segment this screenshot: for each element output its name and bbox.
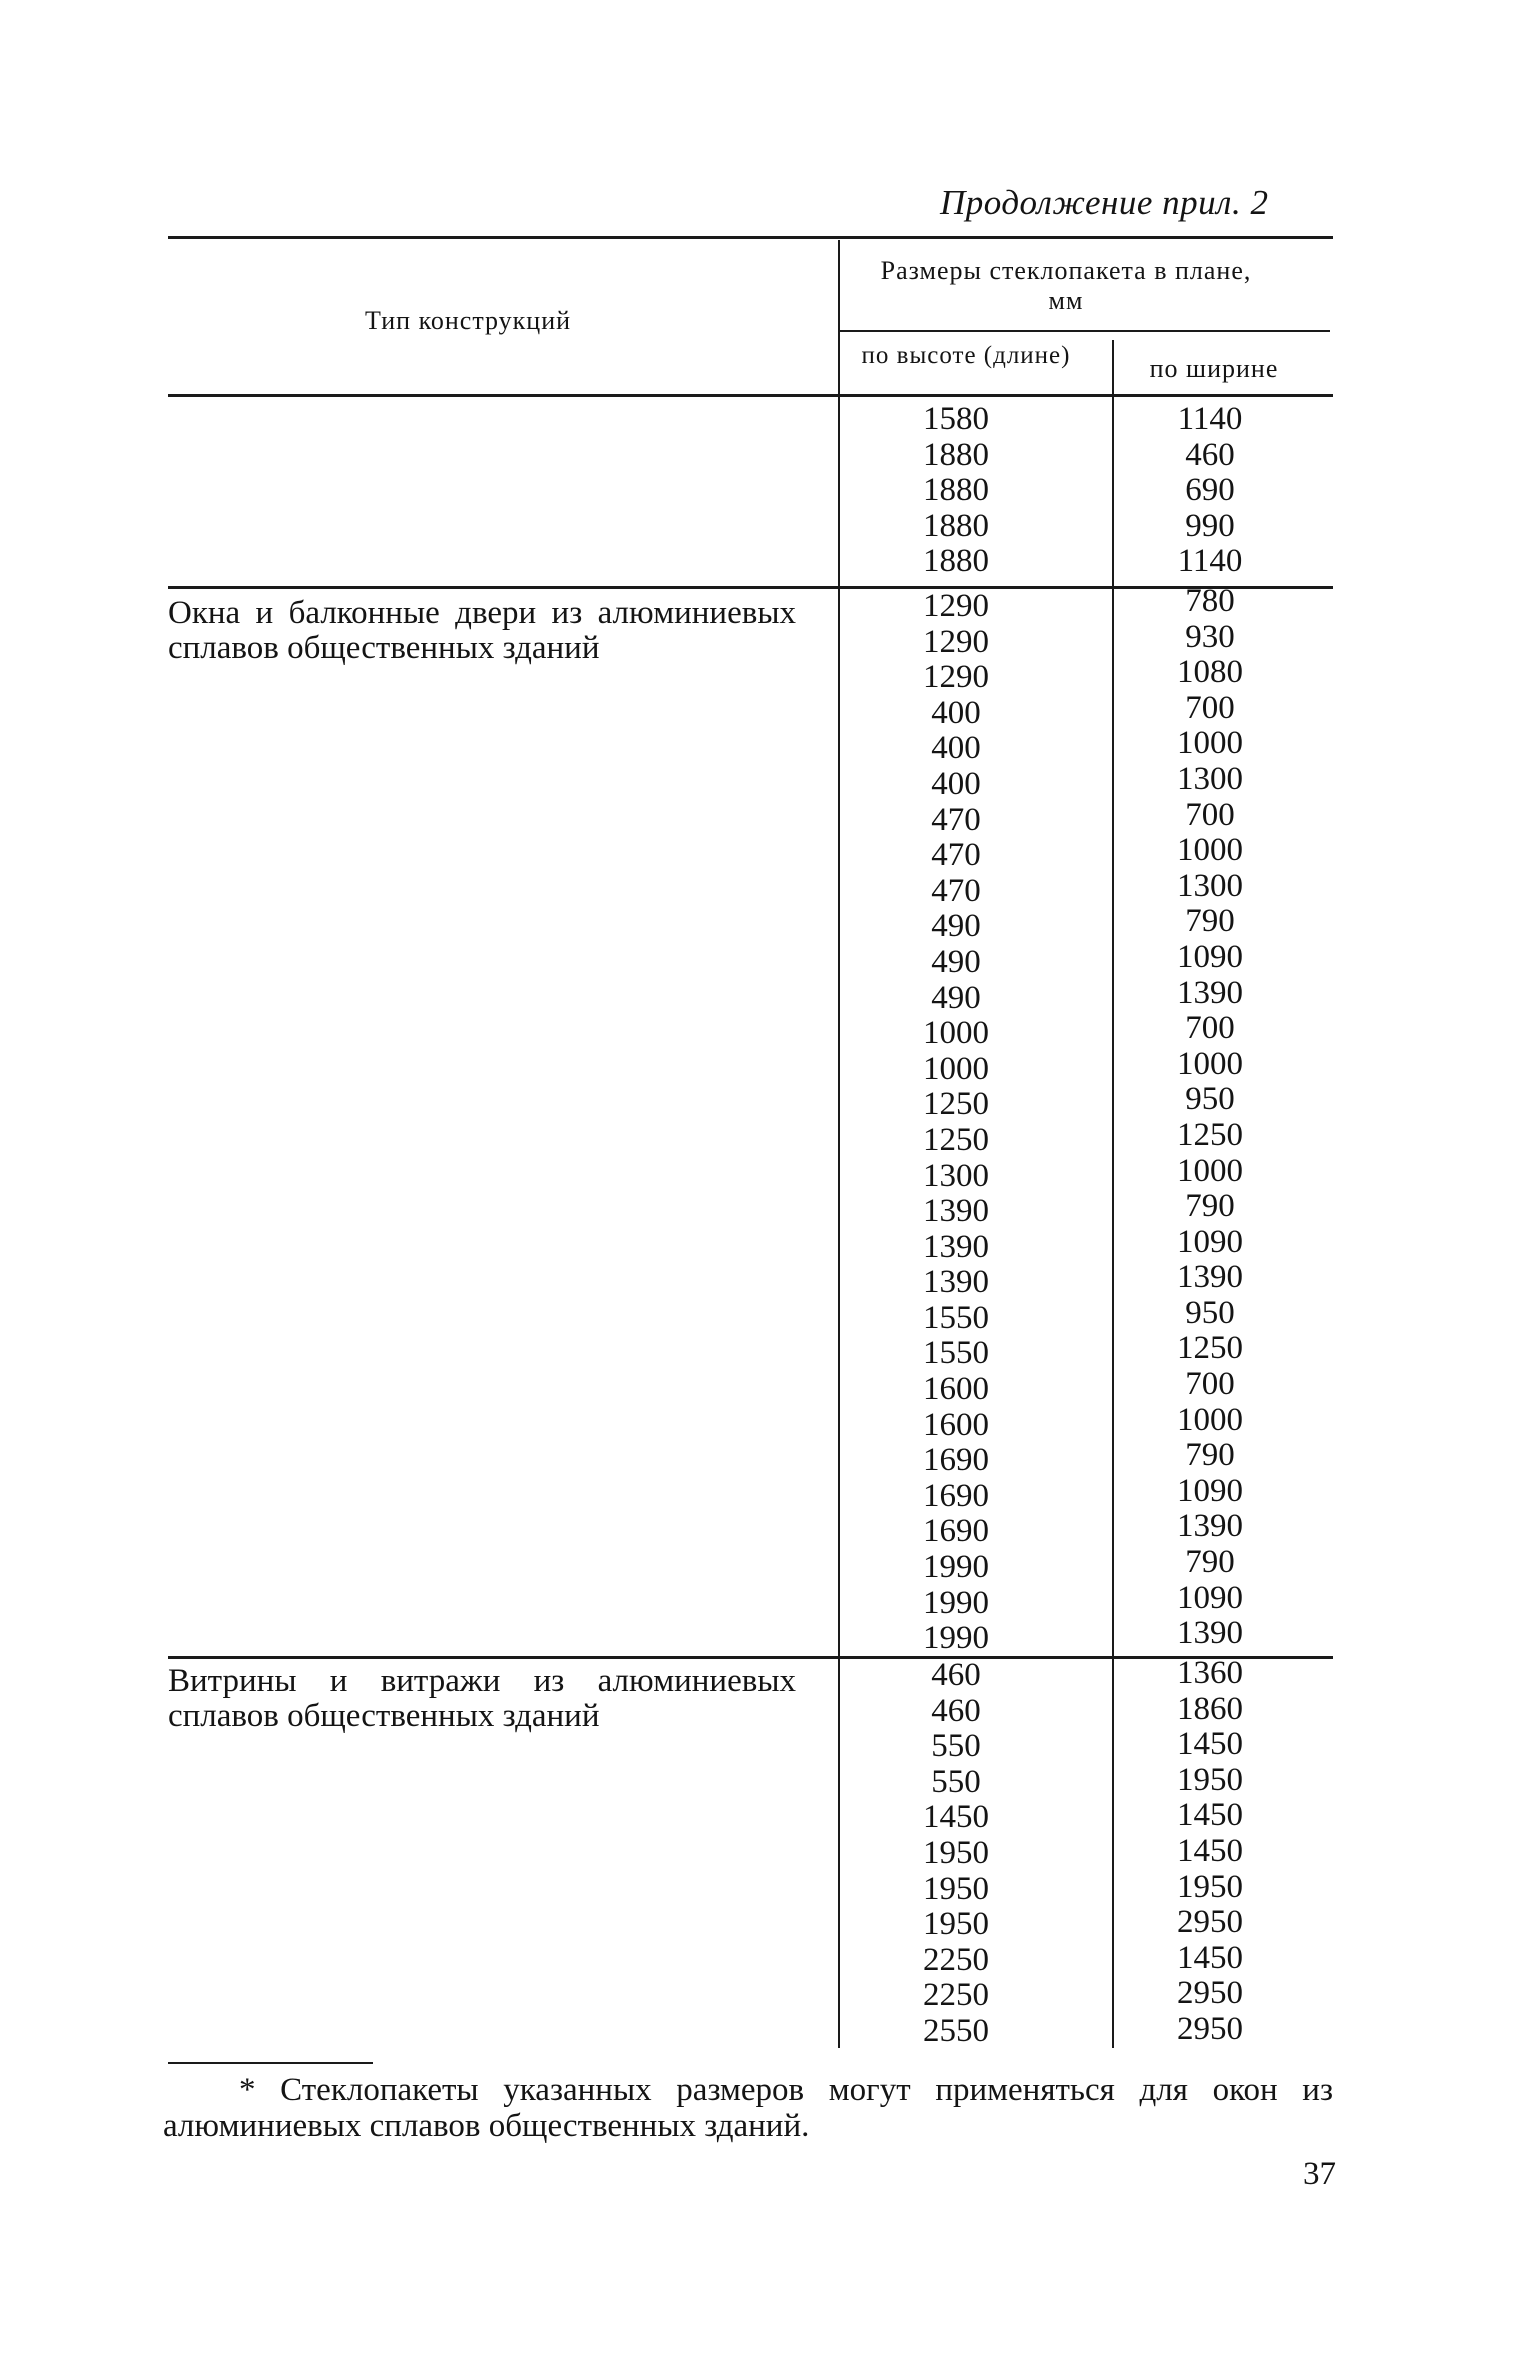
table-cell: 1390 bbox=[923, 1264, 989, 1301]
table-cell: 1390 bbox=[923, 1228, 989, 1265]
table-cell: 700 bbox=[1185, 796, 1235, 833]
table-cell: 990 bbox=[1185, 507, 1235, 544]
table-cell: 1390 bbox=[1177, 1259, 1243, 1296]
column-header-size: Размеры стеклопакета в плане, мм bbox=[880, 256, 1252, 315]
table-cell: 1450 bbox=[1177, 1939, 1243, 1976]
table-cell: 1250 bbox=[923, 1086, 989, 1123]
table-cell: 700 bbox=[1185, 1366, 1235, 1403]
table-cell: 1390 bbox=[1177, 1615, 1243, 1652]
group-3-heights bbox=[856, 1658, 1056, 2050]
table-cell: 1000 bbox=[1177, 725, 1243, 762]
table-cell: 1390 bbox=[1177, 974, 1243, 1011]
table-cell: 470 bbox=[931, 837, 981, 874]
page-header: Продолжение прил. 2 bbox=[940, 183, 1269, 222]
table-cell: 1450 bbox=[923, 1799, 989, 1836]
table-cell: 1990 bbox=[923, 1584, 989, 1621]
table-cell: 1860 bbox=[1177, 1690, 1243, 1727]
table-column-divider bbox=[838, 240, 840, 2048]
table-cell: 460 bbox=[1185, 436, 1235, 473]
table-cell: 1080 bbox=[1177, 654, 1243, 691]
table-cell: 1300 bbox=[1177, 760, 1243, 797]
table-cell: 1950 bbox=[923, 1870, 989, 1907]
column-header-height: по высоте (длине) bbox=[861, 342, 1071, 369]
table-cell: 550 bbox=[931, 1763, 981, 1800]
table-cell: 400 bbox=[931, 765, 981, 802]
table-cell: 1000 bbox=[923, 1050, 989, 1087]
table-cell: 2950 bbox=[1177, 1975, 1243, 2012]
table-cell: 1880 bbox=[923, 507, 989, 544]
table-cell: 1990 bbox=[923, 1620, 989, 1657]
table-cell: 790 bbox=[1185, 1544, 1235, 1581]
table-cell: 780 bbox=[1185, 583, 1235, 619]
table-cell: 1580 bbox=[923, 401, 989, 437]
table-cell: 1300 bbox=[1177, 867, 1243, 904]
table-cell: 460 bbox=[931, 1692, 981, 1729]
table-cell: 1000 bbox=[1177, 832, 1243, 869]
table-cell: 700 bbox=[1185, 1010, 1235, 1047]
table-cell: 690 bbox=[1185, 472, 1235, 509]
group-3-type: Витрины и витражи из алюминиевых сплавов общественных зданий bbox=[168, 1663, 796, 1734]
table-cell: 1250 bbox=[1177, 1116, 1243, 1153]
table-cell: 1600 bbox=[923, 1371, 989, 1408]
table-cell: 1690 bbox=[923, 1477, 989, 1514]
table-cell: 1300 bbox=[923, 1157, 989, 1194]
table-cell: 550 bbox=[931, 1728, 981, 1765]
footnote-rule bbox=[168, 2062, 373, 2064]
table-cell: 490 bbox=[931, 908, 981, 945]
table-cell: 1000 bbox=[1177, 1045, 1243, 1082]
table-cell: 1390 bbox=[1177, 1508, 1243, 1545]
table-cell: 950 bbox=[1185, 1081, 1235, 1118]
table-cell: 1140 bbox=[1177, 543, 1243, 580]
table-cell: 1880 bbox=[923, 472, 989, 509]
table-cell: 950 bbox=[1185, 1294, 1235, 1331]
table-cell: 470 bbox=[931, 872, 981, 909]
table-cell: 1450 bbox=[1177, 1797, 1243, 1834]
table-cell: 790 bbox=[1185, 1437, 1235, 1474]
table-cell: 1090 bbox=[1177, 1472, 1243, 1509]
size-subheader-rule bbox=[840, 330, 1330, 332]
footnote: * Стеклопакеты указанных размеров могут применяться для окон из алюминиевых сплавов общественных зданий. bbox=[163, 2072, 1333, 2144]
table-cell: 1450 bbox=[1177, 1726, 1243, 1763]
group-2-heights bbox=[856, 589, 1056, 1657]
table-cell: 400 bbox=[931, 694, 981, 731]
table-cell: 1450 bbox=[1177, 1832, 1243, 1869]
table-cell: 930 bbox=[1185, 618, 1235, 655]
column-header-width: по ширине bbox=[1149, 354, 1279, 383]
group-2-widths bbox=[1110, 584, 1310, 1652]
table-cell: 1690 bbox=[923, 1513, 989, 1550]
table-cell: 1600 bbox=[923, 1406, 989, 1443]
table-cell: 1550 bbox=[923, 1335, 989, 1372]
table-cell: 790 bbox=[1185, 1188, 1235, 1225]
column-header-type: Тип конструкций bbox=[365, 306, 572, 335]
table-cell: 1000 bbox=[1177, 1401, 1243, 1438]
table-cell: 2250 bbox=[923, 1941, 989, 1978]
table-cell: 490 bbox=[931, 943, 981, 980]
table-cell: 1140 bbox=[1177, 401, 1243, 437]
table-cell: 400 bbox=[931, 730, 981, 767]
table-cell: 460 bbox=[931, 1657, 981, 1693]
table-cell: 1290 bbox=[923, 623, 989, 660]
table-cell: 1250 bbox=[1177, 1330, 1243, 1367]
table-top-rule bbox=[168, 236, 1333, 239]
table-cell: 700 bbox=[1185, 689, 1235, 726]
page-number: 37 bbox=[1303, 2156, 1336, 2192]
table-cell: 1550 bbox=[923, 1299, 989, 1336]
table-cell: 1000 bbox=[923, 1015, 989, 1052]
group-1-widths bbox=[1110, 402, 1310, 580]
group-2-type: Окна и балконные двери из алюминиевых сплавов общественных зданий bbox=[168, 595, 796, 666]
table-cell: 2550 bbox=[923, 2012, 989, 2049]
table-cell: 1360 bbox=[1177, 1655, 1243, 1691]
table-cell: 470 bbox=[931, 801, 981, 838]
table-cell: 1880 bbox=[923, 543, 989, 580]
group-3-widths bbox=[1110, 1656, 1310, 2048]
table-cell: 1390 bbox=[923, 1193, 989, 1230]
table-cell: 1290 bbox=[923, 659, 989, 696]
table-cell: 2250 bbox=[923, 1977, 989, 2014]
table-cell: 1290 bbox=[923, 588, 989, 624]
table-cell: 1950 bbox=[923, 1906, 989, 1943]
table-cell: 1090 bbox=[1177, 1223, 1243, 1260]
table-cell: 1990 bbox=[923, 1549, 989, 1586]
table-cell: 1090 bbox=[1177, 938, 1243, 975]
table-cell: 1950 bbox=[1177, 1868, 1243, 1905]
table-cell: 1690 bbox=[923, 1442, 989, 1479]
table-cell: 790 bbox=[1185, 903, 1235, 940]
table-cell: 1950 bbox=[1177, 1761, 1243, 1798]
table-cell: 2950 bbox=[1177, 2010, 1243, 2047]
table-cell: 1000 bbox=[1177, 1152, 1243, 1189]
table-cell: 1250 bbox=[923, 1121, 989, 1158]
table-cell: 490 bbox=[931, 979, 981, 1016]
header-bottom-rule bbox=[168, 394, 1333, 397]
group-1-heights bbox=[856, 402, 1056, 580]
table-cell: 1950 bbox=[923, 1834, 989, 1871]
table-cell: 1090 bbox=[1177, 1579, 1243, 1616]
table-cell: 2950 bbox=[1177, 1904, 1243, 1941]
table-cell: 1880 bbox=[923, 436, 989, 473]
